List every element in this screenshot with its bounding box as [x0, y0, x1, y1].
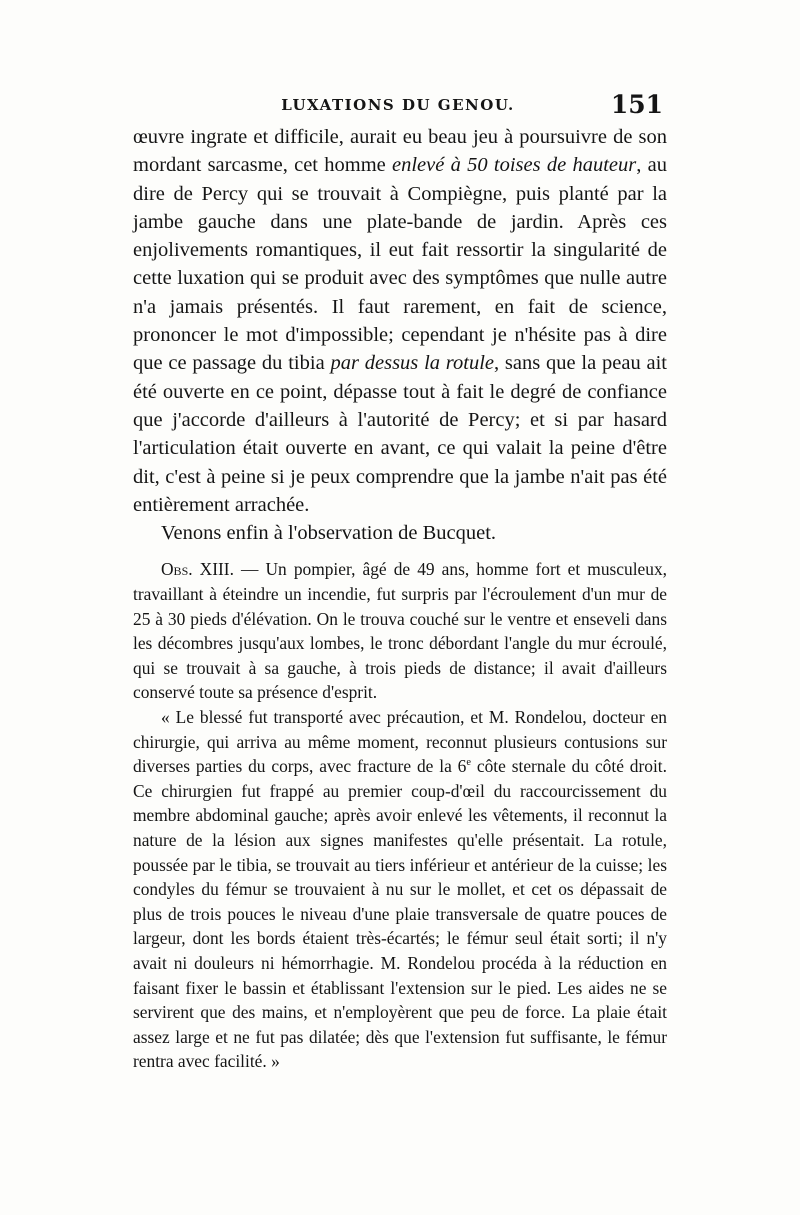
observation-paragraph	[133, 557, 667, 705]
observation-text: — Un pompier, âgé de 49 ans, homme fort et musculeux, travaillant à éteindre un incendie, fut surpris par l'écroulement d'un mur de 25 à 30 pieds d'élévation. On le trouva couché sur le ventre et enseveli dans les décombres jusqu'aux lombes, le tronc débordant l'angle du mur écroulé, qui se trouvait à sa gauche, à trois pieds de distance; il avait d'ailleurs conservé toute sa présence d'esprit.	[133, 559, 668, 703]
text-run: , au dire de Percy qui se trouvait à Compiègne, puis planté par la jambe gauche dans une plate-bande de jardin. Après ces enjolivements romantiques, il eut fait ressortir la singularité de cette luxation qui se produit avec des symptômes que nulle autre n'a jamais présentés. Il faut rarement, en fait de science, prononcer le mot d'impossible; cependant je n'hésite pas à dire que ce passage du tibia	[133, 154, 667, 375]
superscript: e	[466, 757, 471, 769]
italic-phrase: enlevé à 50 toises de hauteur	[392, 154, 637, 177]
quoted-paragraph	[133, 705, 667, 1074]
text-run: œuvre ingrate et difficile, aurait eu beau jeu à poursuivre de son mordant sarcasme, cet homme	[133, 126, 667, 177]
page-number: 151	[610, 90, 663, 119]
text-run: côte sternale du côté droit. Ce chirurgien fut frappé au premier coup-d'œil du raccourcissement du membre abdominal gauche; après avoir enlevé les vêtements, il reconnut la nature de la lésion aux signes manifestes qu'elle présentait. La rotule, poussée par le tibia, se trouvait au tiers inférieur et antérieur de la cuisse; les condyles du fémur se trouvaient à nu sur le mollet, et cet os dépassait de plus de trois pouces le niveau d'une plaie transversale de quatre pouces de largeur, dont les bords étaient très-écartés; le fémur seul était sorti; il n'y avait ni douleurs ni hémorrhagie. M. Rondelou procéda à la réduction en faisant fixer le bassin et établissant l'extension sur le pied. Les aides ne se servirent que des mains, et n'employèrent que peu de force. La plaie était assez large et ne fut pas dilatée; dès que l'extension fut suffisante, le fémur rentra avec facilité. »	[133, 756, 667, 1072]
paragraph-continued	[133, 123, 667, 519]
text-run: « Le blessé fut transporté avec précaution, et M. Rondelou, docteur en chirurgie, qui arriva au même moment, reconnut plusieurs contusions sur diverses parties du corps, avec fracture de la 6	[133, 707, 667, 777]
running-title: LUXATIONS DU GENOU.	[281, 96, 515, 114]
running-head	[133, 90, 663, 124]
observation-label: Obs. XIII.	[161, 559, 234, 580]
paragraph-transition: Venons enfin à l'observation de Bucquet.	[161, 522, 497, 545]
italic-phrase: par dessus la rotule	[330, 352, 495, 375]
text-run: , sans que la peau ait été ouverte en ce point, dépasse tout à fait le degré de confiance que j'accorde d'ailleurs à l'autorité de Percy; et si par hasard l'articulation était ouverte en avant, ce qui valait la peine d'être dit, c'est à peine si je peux comprendre que la jambe n'ait pas été entièrement arrachée.	[133, 352, 667, 516]
body-text	[133, 123, 667, 1074]
